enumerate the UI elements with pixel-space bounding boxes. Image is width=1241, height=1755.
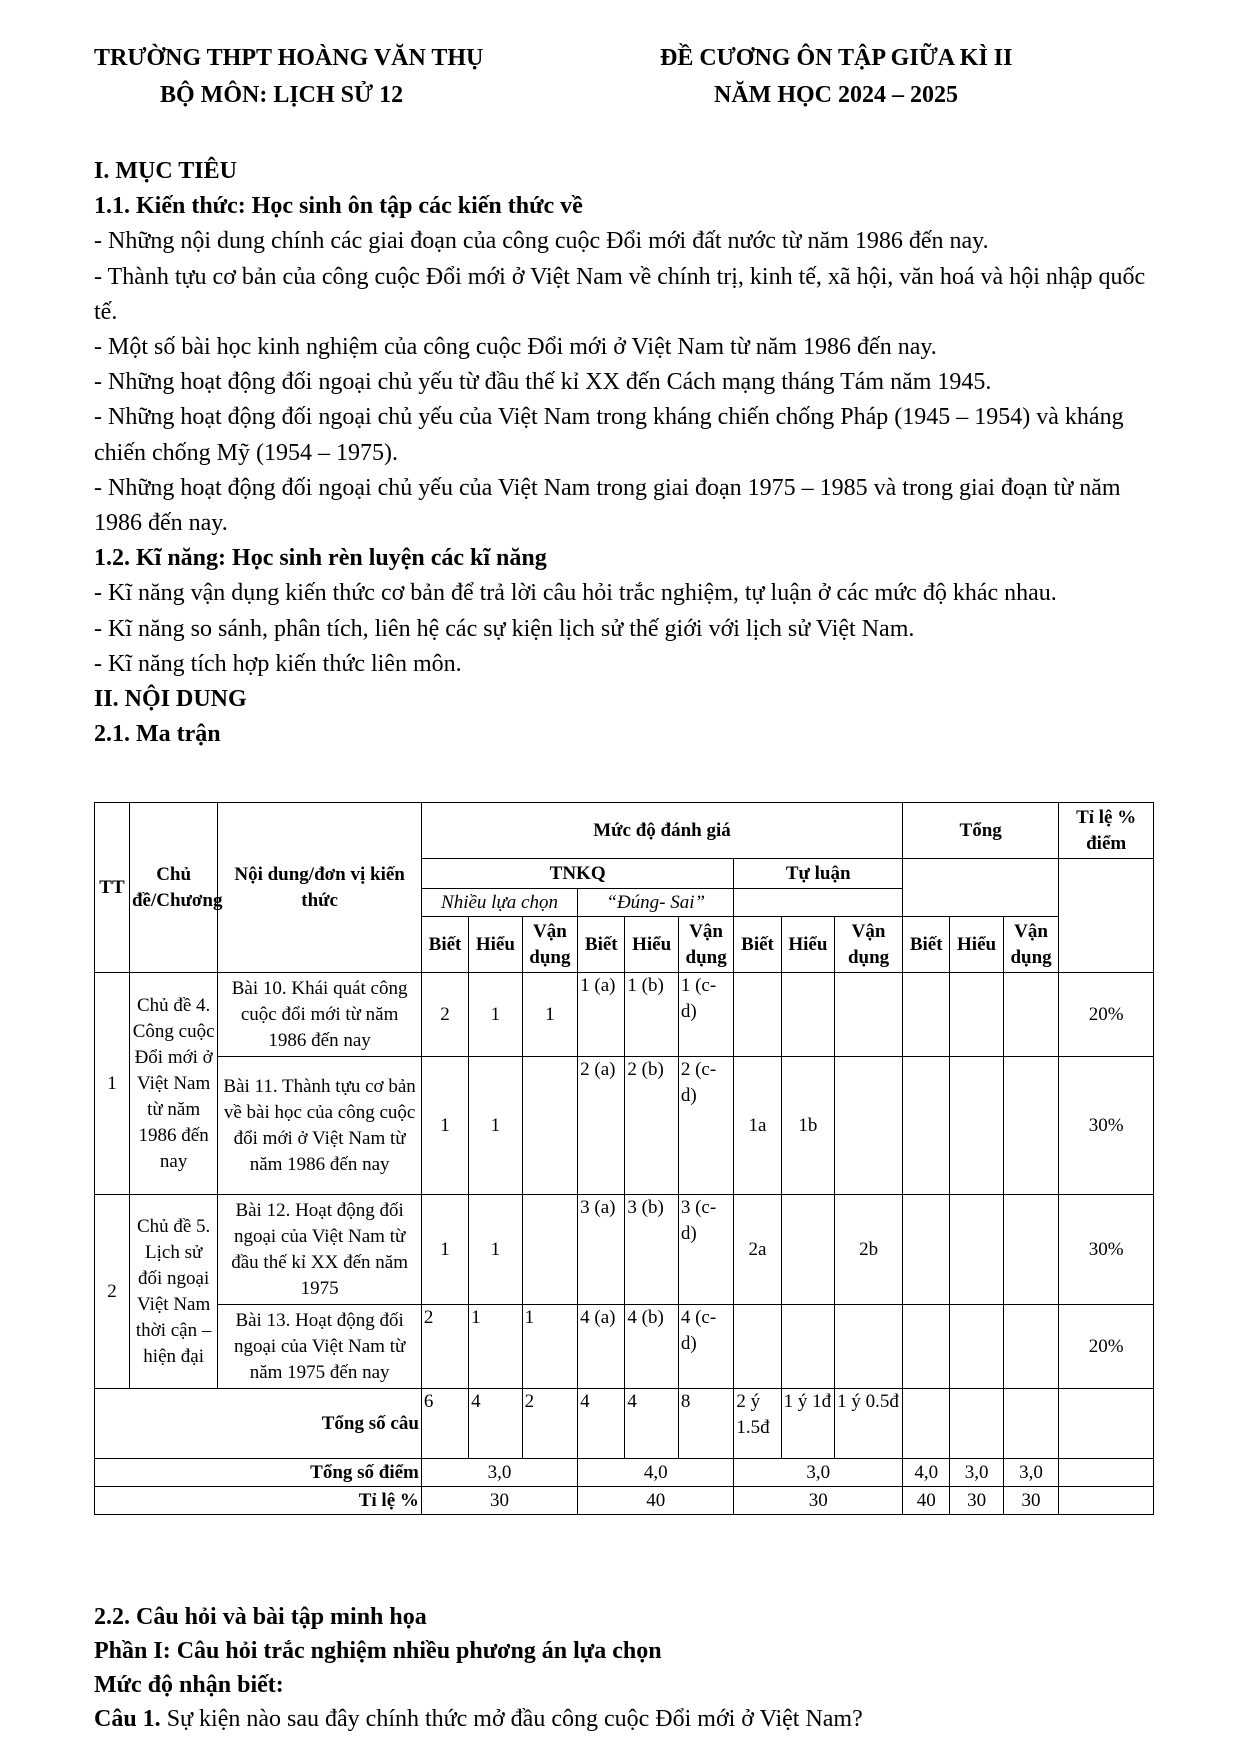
cell: 2 [421,1305,468,1389]
cell [781,1195,834,1305]
cell: 3 (a) [578,1195,625,1305]
header-multiple-choice: Nhiều lựa chọn [421,889,577,917]
cell: 1 [469,1305,522,1389]
cell [903,1305,950,1389]
cell: 1a [734,1057,781,1195]
table-row [95,1195,1154,1305]
cell [1003,1057,1059,1195]
row-tt: 2 [95,1195,130,1389]
cell: 3,0 [734,1459,903,1487]
level-apply: Vận dụng [1003,917,1059,973]
cell: 40 [578,1487,734,1515]
header-tnkq: TNKQ [421,859,733,889]
table-row [95,973,1154,1057]
cell [950,1195,1003,1305]
question-label: Câu 1. [94,1706,161,1732]
skill-item: - Kĩ năng so sánh, phân tích, liên hệ các sự kiện lịch sử thế giới với lịch sử Việt Nam. [94,615,915,642]
cell: 2 [421,973,468,1057]
level-heading: Mức độ nhận biết: [94,1672,284,1698]
row-ratio: 30% [1059,1057,1154,1195]
header-chapter: Chủ đề/Chương [129,803,217,973]
cell: 2 ý 1.5đ [734,1389,781,1459]
objectives-section [94,154,1154,752]
cell: 6 [421,1389,468,1459]
cell [1003,973,1059,1057]
level-apply: Vận dụng [522,917,578,973]
level-understand: Hiểu [781,917,834,973]
knowledge-item: - Một số bài học kinh nghiệm của công cuộc Đổi mới ở Việt Nam từ năm 1986 đến nay. [94,334,937,361]
total-questions-label: Tổng số câu [95,1389,422,1459]
knowledge-item: - Những hoạt động đối ngoại chủ yếu của Việt Nam trong kháng chiến chống Pháp (1945 – 1954) và kháng chiến chống Mỹ (1954 – 1975). [94,404,1124,466]
row-content: Bài 11. Thành tựu cơ bản về bài học của công cuộc đổi mới ở Việt Nam từ năm 1986 đến nay [218,1057,422,1195]
cell: 4 (c-d) [678,1305,734,1389]
cell: 4,0 [903,1459,950,1487]
percent-row [95,1487,1154,1515]
cell: 2 (c-d) [678,1057,734,1195]
cell [950,1305,1003,1389]
level-understand: Hiểu [469,917,522,973]
knowledge-item: - Những hoạt động đối ngoại chủ yếu của Việt Nam trong giai đoạn 1975 – 1985 và trong giai đoạn từ năm 1986 đến nay. [94,474,1121,537]
cell: 2 [522,1389,578,1459]
header-total: Tổng [903,803,1059,859]
row-ratio: 20% [1059,1305,1154,1389]
cell: 8 [678,1389,734,1459]
cell: 1b [781,1057,834,1195]
cell [781,973,834,1057]
level-know: Biết [903,917,950,973]
document-title: ĐỀ CƯƠNG ÔN TẬP GIỮA KÌ II [660,45,1013,71]
cell [781,1305,834,1389]
header-true-false: “Đúng- Sai” [578,889,734,917]
cell [1003,1195,1059,1305]
header-assessment-level: Mức độ đánh giá [421,803,902,859]
cell: 1 [469,1057,522,1195]
cell: 1 [421,1195,468,1305]
cell: 3,0 [1003,1459,1059,1487]
cell [734,973,781,1057]
level-know: Biết [421,917,468,973]
cell: 1 (b) [625,973,678,1057]
cell: 3,0 [421,1459,577,1487]
cell: 30 [734,1487,903,1515]
examples-heading: 2.2. Câu hỏi và bài tập minh họa [94,1604,427,1630]
knowledge-item: - Những hoạt động đối ngoại chủ yếu từ đầu thế kỉ XX đến Cách mạng tháng Tám năm 1945. [94,369,992,396]
skills-heading: 1.2. Kĩ năng: Học sinh rèn luyện các kĩ năng [94,545,547,572]
cell [1003,1305,1059,1389]
cell: 1 [522,1305,578,1389]
cell [835,1305,903,1389]
cell [903,1057,950,1195]
cell: 1 (a) [578,973,625,1057]
cell [950,973,1003,1057]
skill-item: - Kĩ năng tích hợp kiến thức liên môn. [94,650,462,677]
cell: 2 (b) [625,1057,678,1195]
knowledge-item: - Những nội dung chính các giai đoạn của công cuộc Đổi mới đất nước từ năm 1986 đến nay. [94,228,989,255]
cell: 1 [522,973,578,1057]
row-content: Bài 10. Khái quát công cuộc đổi mới từ năm 1986 đến nay [218,973,422,1057]
cell: 1 [469,973,522,1057]
subject-name: BỘ MÔN: LỊCH SỬ 12 [160,82,404,108]
cell: 4 [578,1389,625,1459]
cell [903,1195,950,1305]
level-apply: Vận dụng [835,917,903,973]
cell [1003,1389,1059,1459]
cell: 2b [835,1195,903,1305]
cell [1059,1389,1154,1459]
document-page [94,40,1154,1732]
cell [903,1389,950,1459]
level-know: Biết [578,917,625,973]
knowledge-item: - Thành tựu cơ bản của công cuộc Đổi mới ở Việt Nam về chính trị, kinh tế, xã hội, văn hoá và hội nhập quốc tế. [94,263,1146,325]
cell: 4,0 [578,1459,734,1487]
header-essay: Tự luận [734,859,903,889]
header-ratio: Tỉ lệ % điểm [1059,803,1154,859]
level-understand: Hiểu [950,917,1003,973]
row-chapter: Chủ đề 5. Lịch sử đối ngoại Việt Nam thời cận – hiện đại [129,1195,217,1389]
cell: 4 [625,1389,678,1459]
row-chapter: Chủ đề 4. Công cuộc Đổi mới ở Việt Nam từ năm 1986 đến nay [129,973,217,1195]
header-tt: TT [95,803,130,973]
cell: 3 (c-d) [678,1195,734,1305]
level-apply: Vận dụng [678,917,734,973]
cell: 1 ý 1đ [781,1389,834,1459]
total-points-label: Tổng số điểm [95,1459,422,1487]
cell: 4 (b) [625,1305,678,1389]
cell [522,1195,578,1305]
cell [950,1057,1003,1195]
school-name: TRƯỜNG THPT HOÀNG VĂN THỤ [94,45,484,71]
cell: 1 [421,1057,468,1195]
header-ratio-blank [1059,859,1154,973]
total-questions-row [95,1389,1154,1459]
examples-section [94,1600,1154,1736]
cell: 1 [469,1195,522,1305]
cell: 2 (a) [578,1057,625,1195]
cell [1059,1459,1154,1487]
cell: 30 [1003,1487,1059,1515]
level-understand: Hiểu [625,917,678,973]
cell: 30 [950,1487,1003,1515]
matrix-heading: 2.1. Ma trận [94,721,221,748]
cell: 4 (a) [578,1305,625,1389]
cell [835,973,903,1057]
level-know: Biết [734,917,781,973]
cell [1059,1487,1154,1515]
part-heading: Phần I: Câu hỏi trắc nghiệm nhiều phương án lựa chọn [94,1638,662,1664]
assessment-matrix-table [94,802,1154,1515]
header-content: Nội dung/đơn vị kiến thức [218,803,422,973]
cell [522,1057,578,1195]
table-row [95,1305,1154,1389]
section-heading-objectives: I. MỤC TIÊU [94,158,237,184]
cell: 30 [421,1487,577,1515]
question-text: Sự kiện nào sau đây chính thức mở đầu công cuộc Đổi mới ở Việt Nam? [160,1706,863,1732]
row-ratio: 30% [1059,1195,1154,1305]
school-year: NĂM HỌC 2024 – 2025 [714,82,958,108]
document-header [94,40,1154,120]
header-total-blank [903,859,1059,917]
cell: 1 (c-d) [678,973,734,1057]
skill-item: - Kĩ năng vận dụng kiến thức cơ bản để trả lời câu hỏi trắc nghiệm, tự luận ở các mức độ khác nhau. [94,580,1057,607]
cell [950,1389,1003,1459]
cell: 2a [734,1195,781,1305]
question-1 [94,1702,1154,1736]
row-ratio: 20% [1059,973,1154,1057]
percent-label: Tỉ lệ % [95,1487,422,1515]
knowledge-heading: 1.1. Kiến thức: Học sinh ôn tập các kiến thức về [94,193,583,220]
cell: 4 [469,1389,522,1459]
row-tt: 1 [95,973,130,1195]
cell [903,973,950,1057]
cell [835,1057,903,1195]
header-essay-blank [734,889,903,917]
table-row [95,1057,1154,1195]
cell: 3,0 [950,1459,1003,1487]
row-content: Bài 12. Hoạt động đối ngoại của Việt Nam từ đầu thế kỉ XX đến năm 1975 [218,1195,422,1305]
total-points-row [95,1459,1154,1487]
cell: 3 (b) [625,1195,678,1305]
cell: 40 [903,1487,950,1515]
row-content: Bài 13. Hoạt động đối ngoại của Việt Nam từ năm 1975 đến nay [218,1305,422,1389]
cell: 1 ý 0.5đ [835,1389,903,1459]
cell [734,1305,781,1389]
section-heading-content: II. NỘI DUNG [94,686,247,713]
